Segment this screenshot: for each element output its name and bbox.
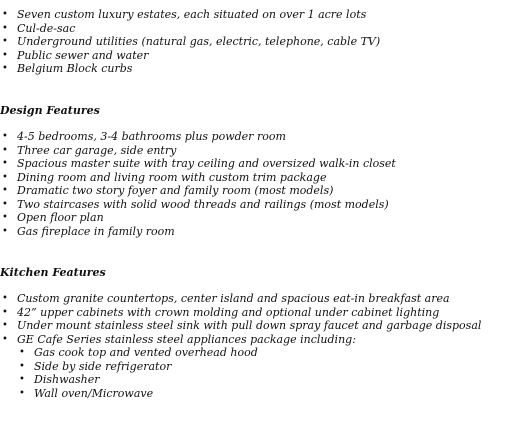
bullet-icon: • — [19, 360, 25, 372]
bullet-icon: • — [2, 171, 8, 183]
bullet-icon: • — [2, 131, 8, 142]
document-page: • Seven custom luxury estates, each situated on over 1 acre lots • Cul-de-sac • Underground utilities (natural gas, electric, telephone, cable TV) • Public sewer and water • Belgium Block curbs Design Features • 4-5 bedrooms, 3-4 bathrooms plus powder room • Three car garage, side entry • Spacious master suite with tray ceiling and oversized walk-in closet • Dining room and living room with custom trim package • Dramatic two story foyer and family room (most models) • Two staircases with solid wood threads and railings (most models) • Open floor plan • Gas fireplace in family room Kitchen Features • Custom granite countertops, center island and spacious eat-in breakfast area • 42” upper cabinets with crown molding and optional under cabinet lighting • Under mount stainless steel sink with pull down spray faucet and garbage disposal • GE Cafe Series stainless steel appliances package including: • Gas cook top and vented overhead hood • Side by side refrigerator • Dishwasher • Wall oven/Microwave — [0, 8, 482, 400]
bullet-icon: • — [19, 387, 25, 399]
bullet-icon: • — [2, 158, 8, 169]
bullet-icon: • — [2, 49, 8, 61]
bullet-icon: • — [2, 9, 8, 20]
bullet-icon: • — [2, 36, 8, 47]
bullet-icon: • — [2, 212, 8, 223]
bullet-icon: • — [2, 144, 8, 156]
bullet-icon: • — [19, 347, 25, 358]
design-features-heading: Design Features — [0, 104, 100, 117]
bullet-icon: • — [2, 225, 8, 237]
kitchen-features-heading: Kitchen Features — [0, 266, 106, 279]
bullet-icon: • — [2, 293, 8, 304]
bullet-icon: • — [2, 198, 8, 210]
bullet-icon: • — [2, 22, 8, 34]
bullet-icon: • — [19, 374, 25, 385]
bullet-icon: • — [2, 333, 8, 345]
bullet-icon: • — [2, 320, 8, 331]
bullet-icon: • — [2, 63, 8, 74]
bullet-icon: • — [2, 306, 8, 318]
bullet-icon: • — [2, 185, 8, 196]
